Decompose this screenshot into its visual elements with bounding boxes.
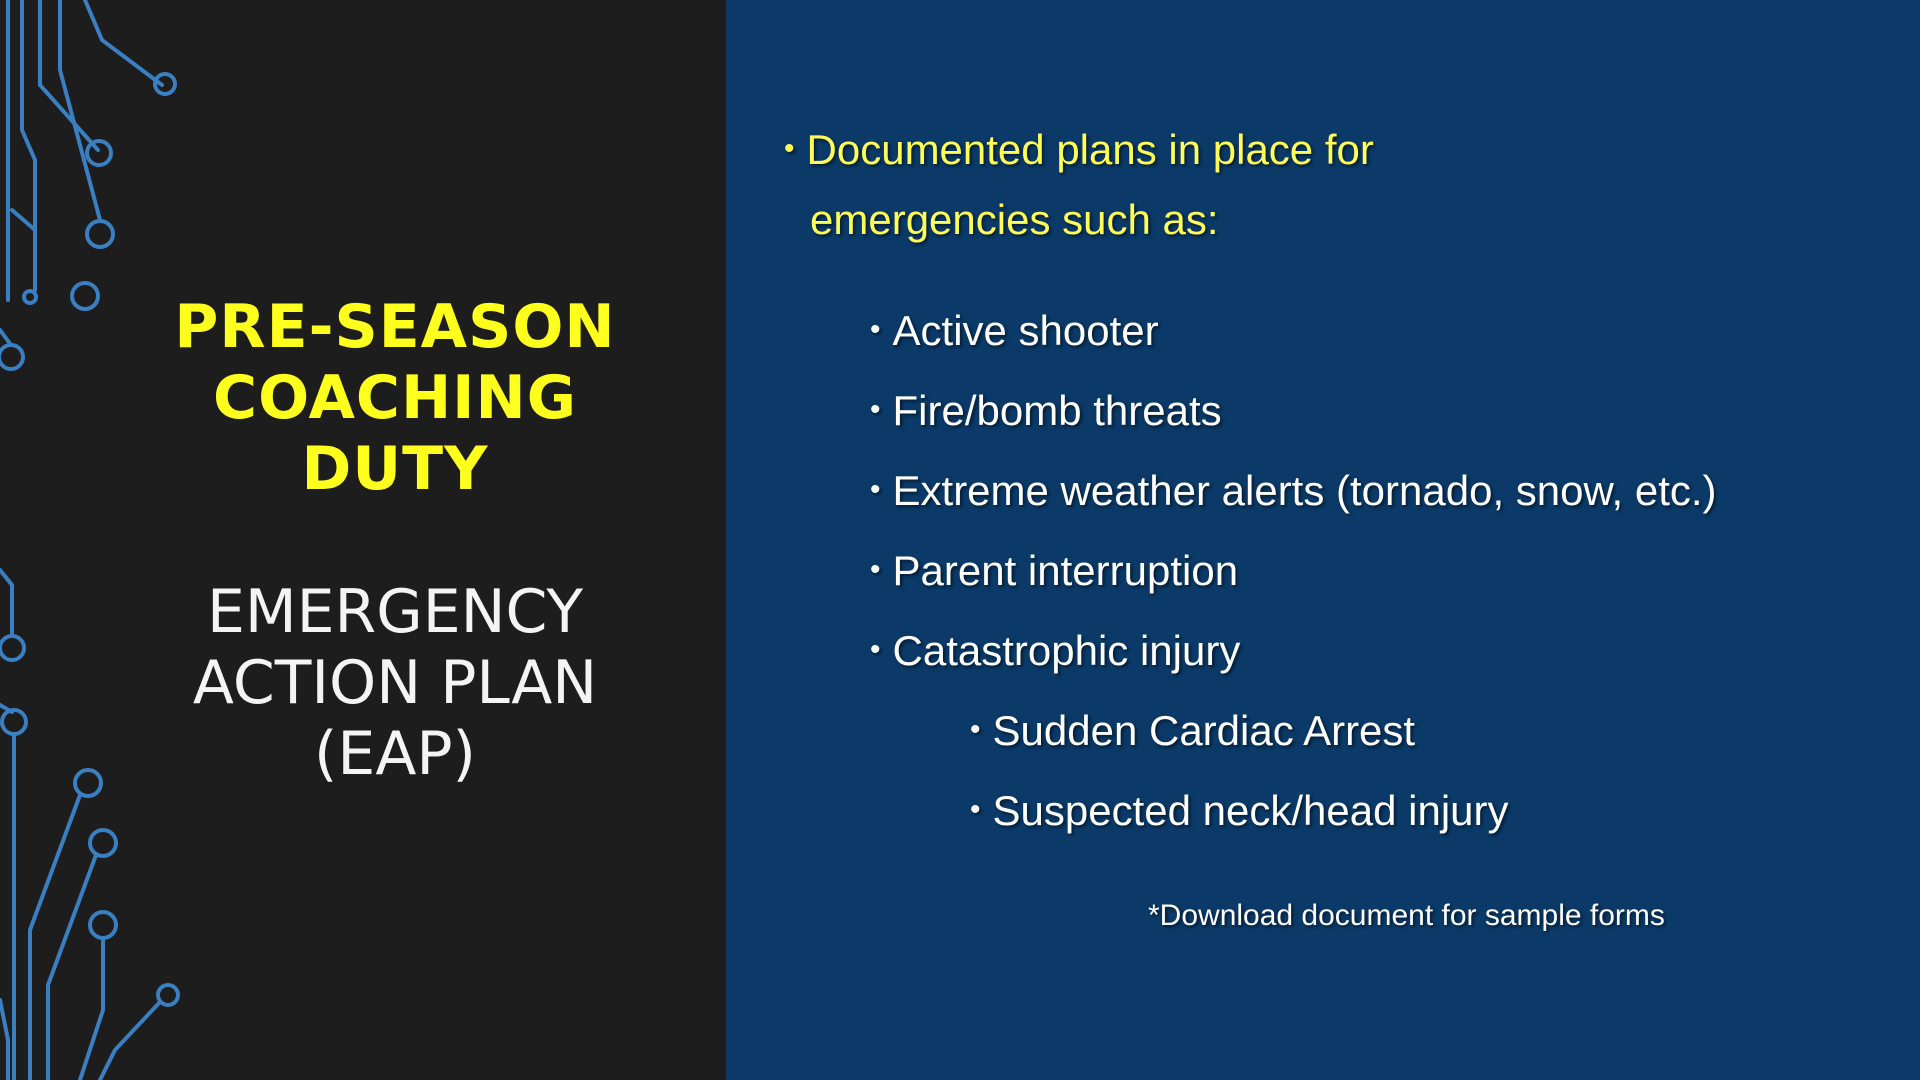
left-title-block xyxy=(0,0,726,1080)
subtitle-line-1: EMERGENCY xyxy=(206,577,584,647)
bullet-icon: • xyxy=(870,633,881,666)
list-item xyxy=(870,547,1238,595)
sub-list-item-label: Suspected neck/head injury xyxy=(992,787,1509,834)
lead-bullet xyxy=(784,126,1374,174)
list-item-label: Catastrophic injury xyxy=(892,627,1241,674)
lead-line-2: emergencies such as: xyxy=(810,196,1219,243)
bullet-icon: • xyxy=(870,313,881,346)
list-item xyxy=(870,387,1222,435)
sub-list-item xyxy=(970,707,1415,755)
list-item-label: Active shooter xyxy=(892,307,1159,354)
title-line-3: DUTY xyxy=(301,434,489,504)
sub-list-item xyxy=(970,787,1509,835)
bullet-icon: • xyxy=(784,132,795,165)
list-item-label: Fire/bomb threats xyxy=(892,387,1222,434)
subtitle-line-3: (EAP) xyxy=(314,719,476,789)
list-item xyxy=(870,627,1240,675)
sub-list-item-label: Sudden Cardiac Arrest xyxy=(992,707,1416,754)
bullet-icon: • xyxy=(870,553,881,586)
title-line-1: PRE-SEASON xyxy=(174,292,616,362)
bullet-icon: • xyxy=(970,713,981,746)
footnote: *Download document for sample forms xyxy=(1148,899,1665,932)
right-panel xyxy=(726,0,1920,1080)
list-item xyxy=(870,467,1717,515)
bullet-icon: • xyxy=(970,793,981,826)
title-line-2: COACHING xyxy=(213,363,577,433)
bullet-icon: • xyxy=(870,393,881,426)
list-item-label: Parent interruption xyxy=(892,547,1239,594)
bullet-icon: • xyxy=(870,473,881,506)
lead-line-1: Documented plans in place for xyxy=(806,126,1374,173)
left-panel xyxy=(0,0,726,1080)
list-item xyxy=(870,307,1159,355)
subtitle-line-2: ACTION PLAN xyxy=(192,648,598,718)
list-item-label: Extreme weather alerts (tornado, snow, etc.) xyxy=(892,467,1717,514)
